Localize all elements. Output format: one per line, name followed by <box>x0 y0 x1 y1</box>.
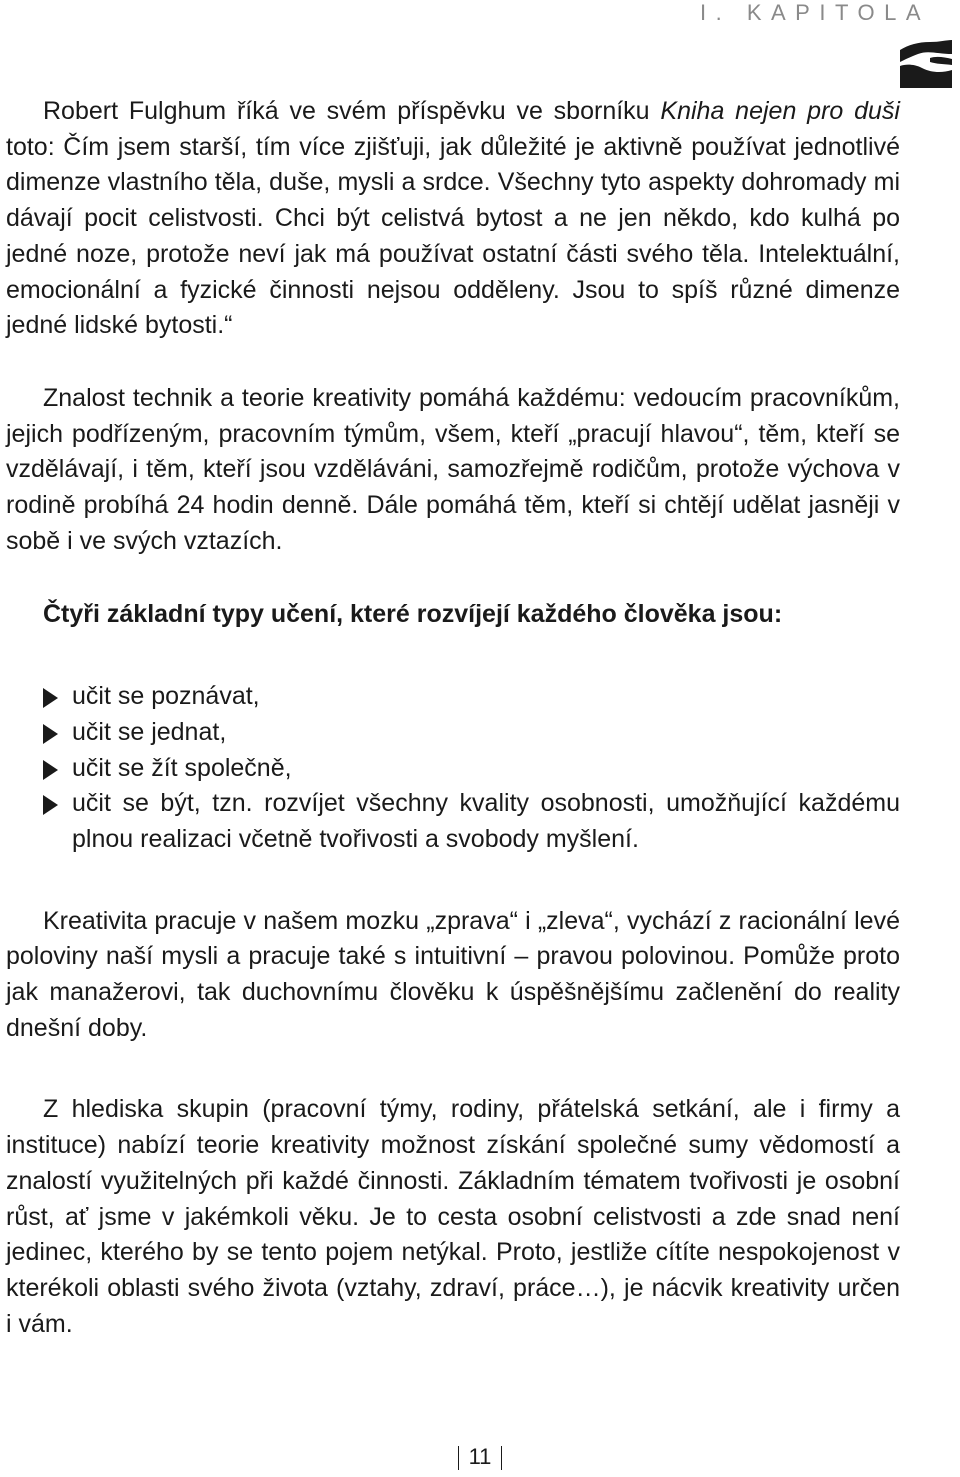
list-item <box>6 679 900 715</box>
page-content <box>6 94 900 1342</box>
list-item <box>6 786 900 857</box>
triangle-bullet-icon <box>43 760 58 780</box>
divider <box>501 1446 502 1470</box>
paragraph-brain-hemispheres: Kreativita pracuje v našem mozku „zprava“ i „zleva“, vychází z racionální levé poloviny naší mysli a pracuje také s intuitivní – pravou polovinou. Pomůže proto jak manažerovi, tak duchovnímu člověku k úspěšnějšímu začlenění do reality dnešní doby. <box>6 906 900 1042</box>
list-item-text: učit se být, tzn. rozvíjet všechny kvality osobnosti, umožňující každému plnou realizaci včetně tvořivosti a svobody myšlení. <box>72 789 900 853</box>
chapter-label: I. KAPITOLA <box>700 0 931 25</box>
learning-types-list <box>6 679 900 858</box>
divider <box>458 1446 459 1470</box>
list-item-text: učit se žít společně, <box>72 753 292 782</box>
paragraph-text: Robert Fulghum říká ve svém příspěvku ve sborníku <box>43 97 661 125</box>
triangle-bullet-icon <box>43 795 58 815</box>
triangle-bullet-icon <box>43 724 58 744</box>
page-number-text: 11 <box>468 1444 492 1469</box>
triangle-bullet-icon <box>43 688 58 708</box>
list-item-text: učit se poznávat, <box>72 682 260 711</box>
list-item-text: učit se jednat, <box>72 717 227 746</box>
paragraph-text: toto: Čím jsem starší, tím více zjišťuji, jak důležité je aktivně používat jednotlivé dimenze vlastního těla, duše, mysli a srdce. Všechny tyto aspekty dohromady mi dávají pocit celistvosti. Chci být celistvá bytost a ne jen někdo, kdo kulhá po jedné noze, protože neví jak má používat ostatní části svého těla. Intelektuální, emocionální a fyzické činnosti nejsou odděleny. Jsou to spíš různé dimenze jedné lidské bytosti.“ <box>6 132 900 340</box>
paragraph-groups: Z hlediska skupin (pracovní týmy, rodiny, přátelská setkání, ale i firmy a instituce) nabízí teorie kreativity možnost získání společné sumy vědomostí a znalostí využitelných při každé činnosti. Základním tématem tvořivosti je osobní růst, ať jsme v jakémkoli věku. Je to cesta osobní celistvosti a zde snad není jedinec, kterého by se tento pojem netýkal. Proto, jestliže cítíte nespokojenost v kterékoli oblasti svého života (vztahy, zdraví, práce…), je nácvik kreativity určen i vám. <box>6 1095 900 1338</box>
list-item <box>6 751 900 787</box>
section-heading: Čtyři základní typy učení, které rozvíjejí každého člověka jsou: <box>43 600 783 629</box>
publisher-logo-icon <box>900 40 952 88</box>
paragraph-fulghum-quote <box>6 94 900 344</box>
page-number <box>0 1442 960 1472</box>
list-item <box>6 715 900 751</box>
paragraph-creativity-helps: Znalost technik a teorie kreativity pomáhá každému: vedoucím pracovníkům, jejich podřízeným, pracovním týmům, všem, kteří „pracují hlavou“, těm, kteří se vzdělávají, i těm, kteří jsou vzděláváni, samozřejmě rodičům, protože výchova v rodině probíhá 24 hodin denně. Dále pomáhá těm, kteří si chtějí udělat jasněji v sobě i ve svých vztazích. <box>6 383 900 555</box>
book-title: Kniha nejen pro duši <box>660 97 900 125</box>
